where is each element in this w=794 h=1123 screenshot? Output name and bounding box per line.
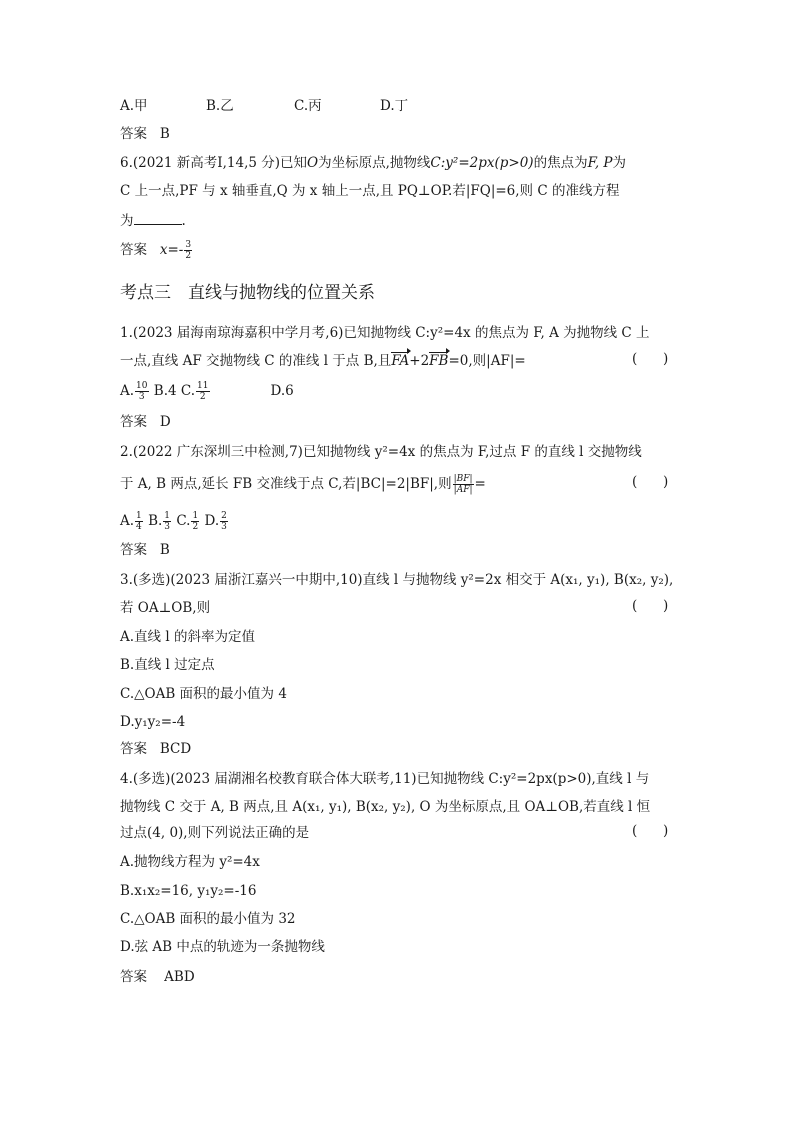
q1-answer xyxy=(120,412,171,432)
answer-value: x=- xyxy=(159,242,184,258)
option-a: A. xyxy=(120,513,135,529)
q6-text: 的焦点为 xyxy=(533,155,588,171)
q6-text: 为 xyxy=(612,155,627,171)
option-d: D.6 xyxy=(270,383,294,399)
option-b: B. xyxy=(148,513,163,529)
answer-value: B xyxy=(159,542,170,558)
answer-value: BCD xyxy=(159,741,192,757)
q3-option-a: A.直线 l 的斜率为定值 xyxy=(120,629,255,645)
q4-line-2: 抛物线 C 交于 A, B 两点,且 A(x₁, y₁), B(x₂, y₂), O 为坐标原点,且 OA⊥OB,若直线 l 恒 xyxy=(120,799,651,815)
q6-text: 为 xyxy=(120,213,134,229)
option-a-fraction xyxy=(135,381,148,402)
q4-option-d: D.弦 AB 中点的轨迹为一条抛物线 xyxy=(120,939,325,955)
fraction-denominator: |AF| xyxy=(453,485,473,495)
q6-points: F, P xyxy=(587,155,613,171)
fraction-numerator: 10 xyxy=(136,381,148,391)
option-a: A.甲 xyxy=(120,98,148,114)
option-b-fraction xyxy=(163,511,171,532)
answer-bracket: ( ) xyxy=(632,598,669,614)
option-a-fraction xyxy=(135,511,143,532)
prev-question-answer xyxy=(120,124,170,144)
q6-line-2: C 上一点,PF 与 x 轴垂直,Q 为 x 轴上一点,且 PQ⊥OP.若|FQ|=6,则 C 的准线方程 xyxy=(120,183,620,199)
q1-line-2 xyxy=(120,351,526,371)
ratio-fraction xyxy=(453,474,474,495)
answer-label: 答案 xyxy=(120,414,147,430)
option-d-fraction xyxy=(220,511,228,532)
q2-line-1: 2.(2022 广东深圳三中检测,7)已知抛物线 y²=4x 的焦点为 F,过点 F 的直线 l 交抛物线 xyxy=(120,444,642,460)
fraction-denominator: 3 xyxy=(221,522,227,532)
fraction-numerator: |BF| xyxy=(453,474,473,484)
q4-option-c: C.△OAB 面积的最小值为 32 xyxy=(120,911,296,927)
q4-option-a: A.抛物线方程为 y²=4x xyxy=(120,854,260,870)
answer-value: D xyxy=(159,414,171,430)
fraction-denominator: 2 xyxy=(199,392,206,402)
answer-bracket: ( ) xyxy=(632,351,669,367)
answer-label: 答案 xyxy=(120,126,147,142)
q1-options xyxy=(120,381,294,402)
option-c: C.丙 xyxy=(294,98,322,114)
option-c-fraction xyxy=(191,511,199,532)
option-a: A. xyxy=(120,383,135,399)
q3-line-1: 3.(多选)(2023 届浙江嘉兴一中期中,10)直线 l 与抛物线 y²=2x 相交于 A(x₁, y₁), B(x₂, y₂), xyxy=(120,572,674,588)
q3-option-b: B.直线 l 过定点 xyxy=(120,657,215,673)
q2-options xyxy=(120,511,229,532)
fraction-denominator: 3 xyxy=(164,522,171,532)
q6-text: 6.(2021 新高考Ⅰ,14,5 分)已知 xyxy=(120,155,308,171)
q4-line-3: 过点(4, 0),则下列说法正确的是 xyxy=(120,825,310,841)
q1-text: +2 xyxy=(409,353,430,369)
q6-origin: O xyxy=(307,155,319,171)
q6-curve: C:y²=2px(p>0) xyxy=(430,155,534,171)
option-c: C. xyxy=(176,513,191,529)
answer-blank xyxy=(134,210,182,225)
answer-bracket: ( ) xyxy=(632,823,669,839)
option-d: D. xyxy=(204,513,220,529)
answer-value: B xyxy=(159,126,170,142)
answer-label: 答案 xyxy=(120,741,147,757)
q2-text: 于 A, B 两点,延长 FB 交准线于点 C,若|BC|=2|BF|,则 xyxy=(120,476,452,492)
answer-value: ABD xyxy=(164,969,195,985)
q1-text: =0,则|AF|= xyxy=(448,353,526,369)
q2-answer xyxy=(120,540,170,560)
vector-fb: FB xyxy=(429,353,449,369)
q4-answer xyxy=(120,967,195,987)
fraction-numerator: 1 xyxy=(164,511,171,521)
option-d: D.丁 xyxy=(380,98,409,114)
q3-option-d: D.y₁y₂=-4 xyxy=(120,714,186,730)
fraction-numerator: 2 xyxy=(221,511,227,521)
q1-text: 一点,直线 AF 交抛物线 C 的准线 l 于点 B,且 xyxy=(120,353,392,369)
fraction-numerator: 11 xyxy=(197,381,209,391)
q3-answer xyxy=(120,739,191,759)
prev-question-options xyxy=(120,96,408,116)
option-b: B.乙 xyxy=(206,98,234,114)
q6-answer xyxy=(120,240,193,261)
answer-label: 答案 xyxy=(120,542,147,558)
answer-label: 答案 xyxy=(120,242,147,258)
q6-line-1 xyxy=(120,153,626,173)
answer-fraction xyxy=(184,240,192,261)
fraction-denominator: 3 xyxy=(138,392,145,402)
section-heading: 考点三 直线与抛物线的位置关系 xyxy=(120,283,375,303)
fraction-denominator: 2 xyxy=(185,251,192,261)
fraction-denominator: 4 xyxy=(136,522,142,532)
q3-line-2: 若 OA⊥OB,则 xyxy=(120,600,211,616)
option-c: C. xyxy=(180,383,196,399)
q1-line-1: 1.(2023 届海南琼海嘉积中学月考,6)已知抛物线 C:y²=4x 的焦点为 F, A 为抛物线 C 上 xyxy=(120,325,650,341)
answer-bracket: ( ) xyxy=(632,474,669,490)
option-b: B.4 xyxy=(153,383,177,399)
fraction-numerator: 1 xyxy=(136,511,142,521)
fraction-denominator: 2 xyxy=(192,522,199,532)
option-c-fraction xyxy=(196,381,209,402)
fraction-numerator: 3 xyxy=(185,240,192,250)
q6-line-3 xyxy=(120,210,186,231)
q6-text: . xyxy=(181,213,186,229)
fraction-numerator: 1 xyxy=(192,511,199,521)
q2-line-2 xyxy=(120,474,486,495)
q3-option-c: C.△OAB 面积的最小值为 4 xyxy=(120,686,287,702)
q2-text: = xyxy=(474,476,486,492)
q6-text: 为坐标原点,抛物线 xyxy=(318,155,431,171)
vector-fa: FA xyxy=(391,353,410,369)
answer-label: 答案 xyxy=(120,969,147,985)
q4-line-1: 4.(多选)(2023 届湖湘名校教育联合体大联考,11)已知抛物线 C:y²=2px(p>0),直线 l 与 xyxy=(120,771,650,787)
q4-option-b: B.x₁x₂=16, y₁y₂=-16 xyxy=(120,883,257,899)
